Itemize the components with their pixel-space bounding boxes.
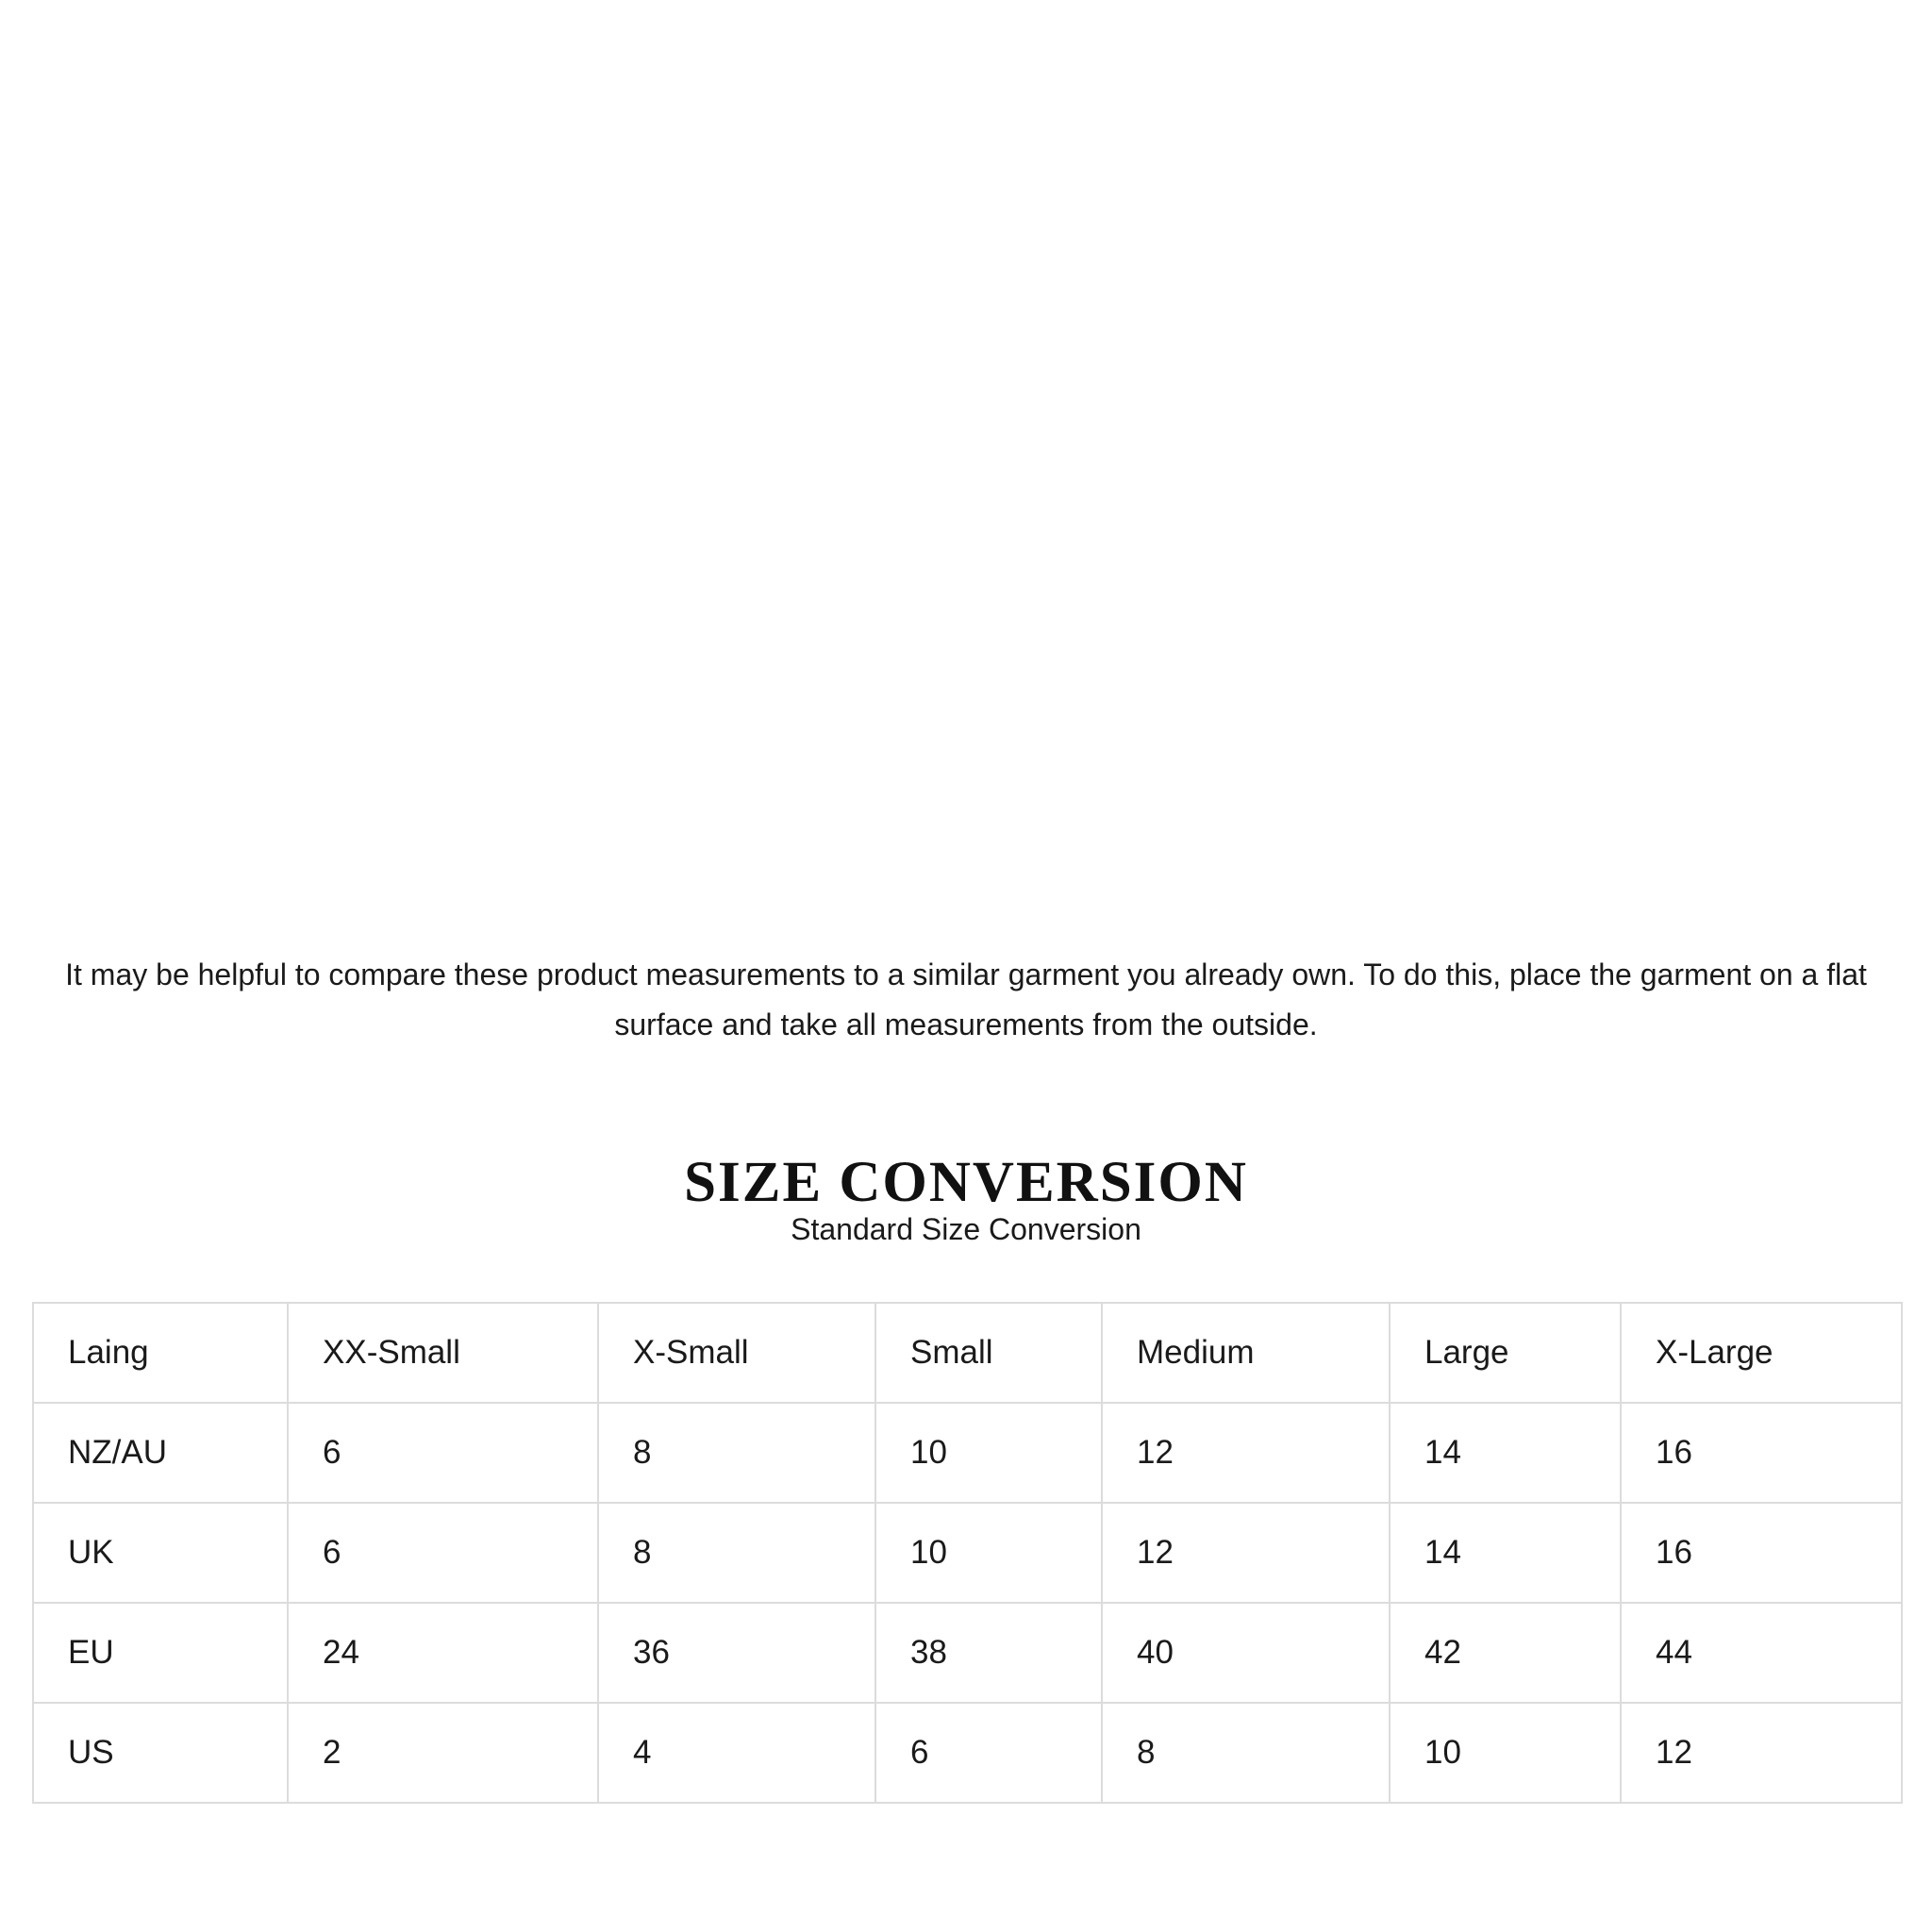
table-cell: 38 — [875, 1603, 1102, 1703]
table-cell: 8 — [598, 1403, 875, 1503]
table-cell: 10 — [875, 1503, 1102, 1603]
table-cell: 14 — [1390, 1403, 1621, 1503]
table-cell: 42 — [1390, 1603, 1621, 1703]
table-row — [33, 1503, 1902, 1603]
header-cell-brand: Laing — [33, 1303, 288, 1403]
header-cell-large: Large — [1390, 1303, 1621, 1403]
table-cell: 6 — [875, 1703, 1102, 1803]
row-label-cell: NZ/AU — [33, 1403, 288, 1503]
table-cell: 40 — [1102, 1603, 1390, 1703]
size-conversion-table — [32, 1302, 1903, 1804]
intro-paragraph: It may be helpful to compare these product measurements to a similar garment you already own. To do this, place the garment on a flat surface and take all measurements from the outside. — [65, 958, 1867, 1041]
table-cell: 12 — [1102, 1403, 1390, 1503]
table-cell: 36 — [598, 1603, 875, 1703]
header-cell-medium: Medium — [1102, 1303, 1390, 1403]
section-subtitle: Standard Size Conversion — [791, 1212, 1141, 1246]
table-header-row — [33, 1303, 1902, 1403]
table-cell: 6 — [288, 1503, 598, 1603]
table-cell: 12 — [1621, 1703, 1902, 1803]
header-cell-x-large: X-Large — [1621, 1303, 1902, 1403]
table-cell: 4 — [598, 1703, 875, 1803]
table-cell: 2 — [288, 1703, 598, 1803]
table-cell: 44 — [1621, 1603, 1902, 1703]
row-label-cell: UK — [33, 1503, 288, 1603]
header-cell-x-small: X-Small — [598, 1303, 875, 1403]
table-cell: 10 — [875, 1403, 1102, 1503]
table-cell: 14 — [1390, 1503, 1621, 1603]
row-label-cell: EU — [33, 1603, 288, 1703]
table-cell: 8 — [1102, 1703, 1390, 1803]
table-cell: 8 — [598, 1503, 875, 1603]
row-label-cell: US — [33, 1703, 288, 1803]
table-cell: 6 — [288, 1403, 598, 1503]
header-cell-xx-small: XX-Small — [288, 1303, 598, 1403]
table-row — [33, 1703, 1902, 1803]
table-cell: 16 — [1621, 1403, 1902, 1503]
header-cell-small: Small — [875, 1303, 1102, 1403]
table-cell: 16 — [1621, 1503, 1902, 1603]
section-title: SIZE CONVERSION — [684, 1150, 1248, 1214]
table-row — [33, 1603, 1902, 1703]
table-cell: 10 — [1390, 1703, 1621, 1803]
table-cell: 12 — [1102, 1503, 1390, 1603]
table-row — [33, 1403, 1902, 1503]
table-cell: 24 — [288, 1603, 598, 1703]
